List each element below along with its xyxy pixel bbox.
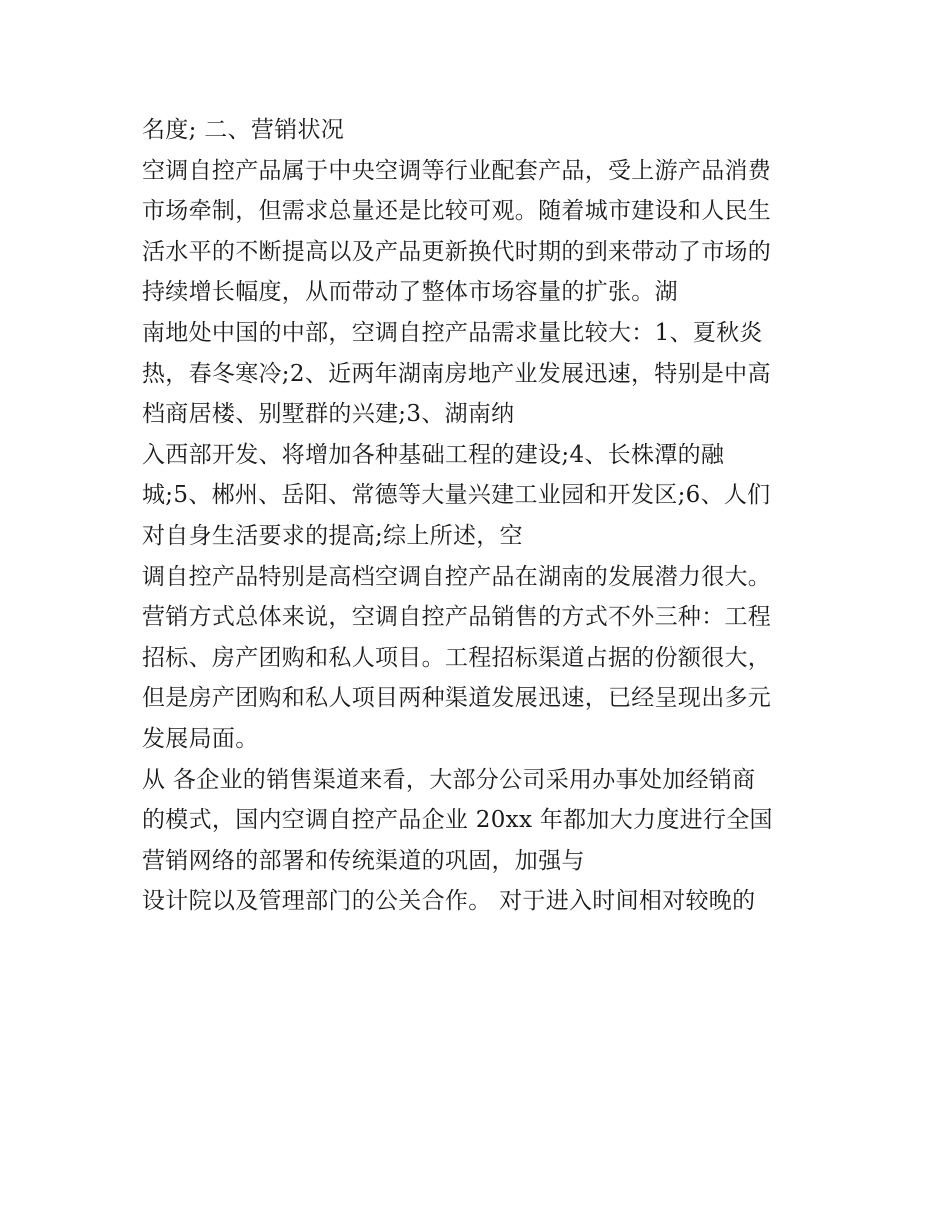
text-line: 档商居楼、别墅群的兴建;3、湖南纳 — [142, 401, 515, 428]
text-line: 南地处中国的中部，空调自控产品需求量比较大：1、夏秋炎 — [142, 319, 763, 346]
text-line: 入西部开发、将增加各种基础工程的建设;4、长株潭的融 — [142, 441, 725, 468]
text-line: 营销网络的部署和传统渠道的巩固，加强与 — [142, 847, 585, 874]
text-line: 设计院以及管理部门的公关合作。 对于进入时间相对较晚的 — [142, 888, 756, 915]
text-line: 对自身生活要求的提高;综上所述，空 — [142, 522, 523, 549]
text-line: 招标、房产团购和私人项目。工程招标渠道占据的份额很大， — [142, 644, 772, 671]
text-line: 发展局面。 — [142, 725, 259, 752]
text-line: 活水平的不断提高以及产品更新换代时期的到来带动了市场的 — [142, 238, 772, 265]
text-line: 但是房产团购和私人项目两种渠道发展迅速，已经呈现出多元 — [142, 685, 772, 712]
text-line: 持续增长幅度，从而带动了整体市场容量的扩张。湖 — [142, 279, 678, 306]
text-line: 空调自控产品属于中央空调等行业配套产品，受上游产品消费 — [142, 157, 772, 184]
text-line: 从 各企业的销售渠道来看，大部分公司采用办事处加经销商 — [142, 766, 756, 793]
text-line: 营销方式总体来说，空调自控产品销售的方式不外三种：工程 — [142, 604, 772, 631]
text-line: 的模式，国内空调自控产品企业 20xx 年都加大力度进行全国 — [142, 807, 773, 834]
text-line: 名度; 二、营销状况 — [142, 117, 345, 143]
text-line: 市场牵制，但需求总量还是比较可观。随着城市建设和人民生 — [142, 198, 772, 225]
text-line: 城;5、郴州、岳阳、常德等大量兴建工业园和开发区;6、人们 — [142, 482, 771, 509]
text-line: 热，春冬寒冷;2、近两年湖南房地产业发展迅速，特别是中高 — [142, 360, 771, 387]
text-line: 调自控产品特别是高档空调自控产品在湖南的发展潜力很大。 — [142, 563, 772, 590]
document-body — [142, 110, 832, 922]
